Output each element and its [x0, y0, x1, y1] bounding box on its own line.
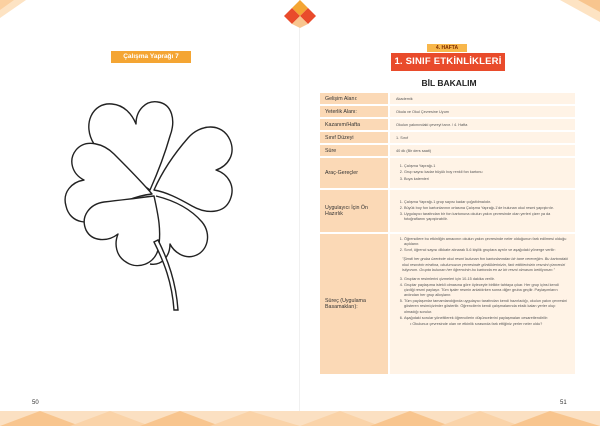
- row-value: [390, 234, 575, 374]
- footer-decoration-icon: [300, 411, 600, 426]
- four-leaf-clover-image: [62, 92, 242, 312]
- row-label: Süre: [320, 145, 388, 156]
- list-item: 1. Çalışma Yaprağı-1: [404, 164, 483, 169]
- bullet-item: • Okulunuz çevresinde olan ve etkinlik sırasında fark ettiğiniz yerler neler oldu?: [410, 321, 543, 326]
- list-item: 2. Grup sayısı kadar büyük boy renkli fon kartonu: [404, 170, 483, 175]
- row-label: Uygulayıcı İçin Ön Hazırlık: [320, 190, 388, 232]
- row-value: Okulun yakınındaki çevreyi tanır. / 4. Hafta: [390, 119, 575, 130]
- row-value: [390, 158, 575, 188]
- page-title: 1. SINIF ETKİNLİKLERİ: [391, 53, 505, 71]
- activity-table: [320, 93, 575, 376]
- week-badge: 4. HAFTA: [427, 44, 467, 52]
- table-row: [320, 93, 575, 104]
- row-label: Yeterlik Alanı:: [320, 106, 388, 117]
- list-item: 2. Sınıf, öğrenci sayısı dikkate alınarak 5-6 kişilik gruplara ayrılır ve aşağıdaki yönerge verilir:: [404, 248, 569, 253]
- footer-decoration-icon: [0, 411, 300, 426]
- page-number-left: 50: [32, 400, 39, 406]
- table-row: [320, 106, 575, 117]
- row-label: Süreç (Uygulama Basamakları):: [320, 234, 388, 374]
- list-item: 2. Büyük boy fon kartonlarının ortasına Çalışma Yaprağı-1'de bulunan okul resmi yapıştırılır.: [404, 206, 569, 211]
- row-label: Kazanım/Hafta: [320, 119, 388, 130]
- list-item: 3. Boya kalemleri: [404, 177, 483, 182]
- row-value: 1. Sınıf: [390, 132, 575, 143]
- worksheet-label: Çalışma Yaprağı 7: [111, 51, 191, 63]
- table-row: [320, 234, 575, 374]
- corner-decoration-icon: [0, 0, 26, 18]
- row-value: 40 dk (Bir ders saati): [390, 145, 575, 156]
- table-row: [320, 132, 575, 143]
- list-item: 6. Aşağıdaki sorular yöneltilerek öğrencilerin düşüncelerini paylaşmaları cesaretlendirilir:: [404, 316, 569, 321]
- list-item: 1. Çalışma Yaprağı-1 grup sayısı kadar çoğaltılmalıdır.: [404, 200, 569, 205]
- row-value: Okula ve Okul Çevresine Uyum: [390, 106, 575, 117]
- list-item: 5. Tüm paylaşımlar tamamlandığında uygulayıcı tarafından kendi hazırladığı, okulun yakın çevresini gösteren resim/çizimler gösterilir. Öğrencilerin kendi çalışmalarında eksik kalan yerler olup olmadığı sorulur.: [404, 299, 569, 314]
- activity-subtitle: BİL BAKALIM: [421, 78, 477, 88]
- bullet-text: Okulunuz çevresinde olan ve etkinlik sırasında fark ettiğiniz yerler neler oldu?: [412, 321, 543, 326]
- row-label: Sınıf Düzeyi: [320, 132, 388, 143]
- list-item: 4. Gruplar paylaşıma istekli olmasına göre öyleceyle birlikte tahtaya çıkar. Her grup içinsi kendi çizdiği resmi paylaşır. Tüm işaler resmin anlatılırken sonra diğer gruba geçilir. Paylaşımların ardından her grup alkışlanır.: [404, 283, 569, 298]
- list-item: 1. Öğrencilere bu etkinliğin amacının okulun yakın çevresinde neler olduğunun fark edilmesi olduğu açıklanır.: [404, 237, 569, 247]
- row-label: Araç-Gereçler: [320, 158, 388, 188]
- table-row: [320, 145, 575, 156]
- list-item: 3. Uygulayıcı tarafından bir fon kartonuna okulun yakın çevresinde olan yerleri çizer ya da fotoğraflarını yapıştırabilir.: [404, 212, 569, 222]
- row-value: Akademik: [390, 93, 575, 104]
- table-row: [320, 119, 575, 130]
- table-row: [320, 158, 575, 188]
- corner-decoration-icon: [560, 0, 600, 22]
- table-row: [320, 190, 575, 232]
- row-label: Gelişim Alanı:: [320, 93, 388, 104]
- page-number-right: 51: [560, 400, 567, 406]
- quoted-instruction: "Şimdi her gruba üzerinde okul resmi bulunan fon kartonlarından bir tane vereceğim. Bu kartondaki okul resminin etrafına, okulumuzun çevresinde gördüklerinizin, fark ettiklerinizin resmini çizmenizi istiyorum. Grupta bulunan her öğrencinin bu kartonda en az bir resmi olmasını bekliyorum.": [402, 257, 568, 272]
- list-item: 3. Grupların resimlerini çizmeleri için 10-15 dakika verilir.: [404, 277, 569, 282]
- row-value: [390, 190, 575, 232]
